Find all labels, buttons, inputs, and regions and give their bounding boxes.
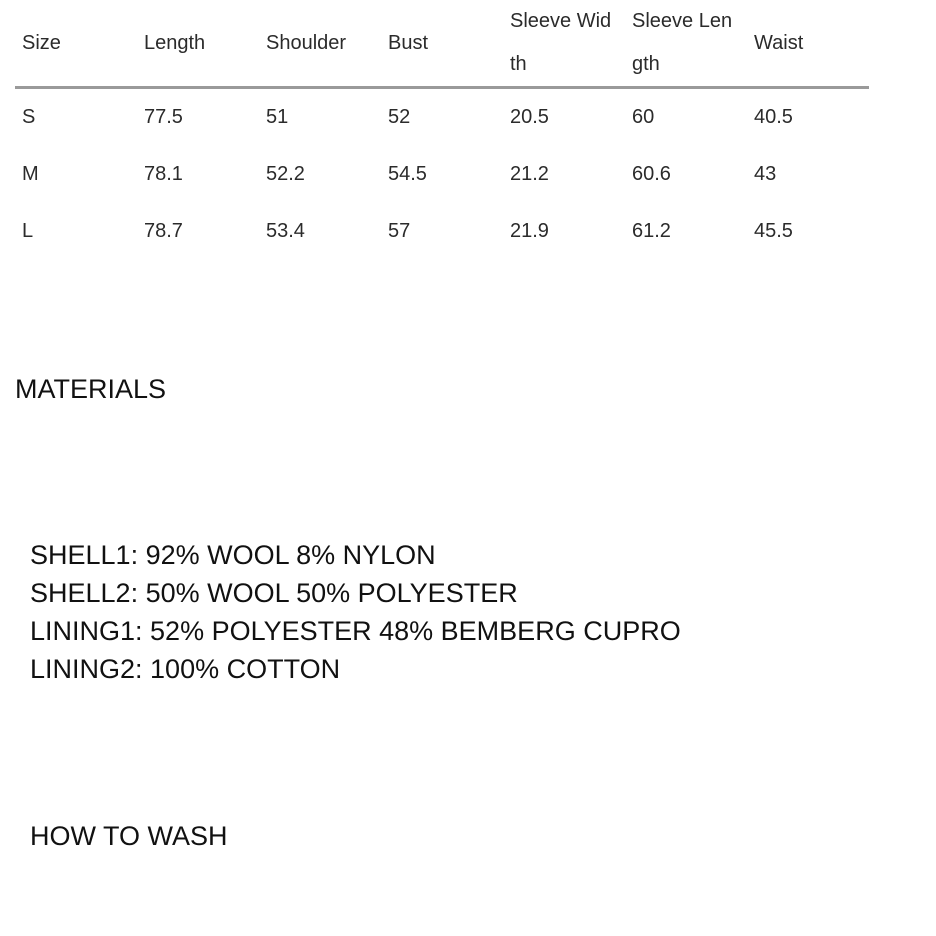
list-item: LINING2: 100% COTTON — [30, 654, 341, 684]
cell-shoulder: 51 — [266, 106, 289, 128]
cell-length: 78.7 — [144, 220, 183, 242]
list-item: LINING1: 52% POLYESTER 48% BEMBERG CUPRO — [30, 616, 681, 646]
header-size — [15, 0, 137, 88]
cell-sleeve-width: 20.5 — [510, 106, 549, 128]
materials-heading: MATERIALS — [15, 374, 167, 404]
table-row — [15, 146, 869, 203]
cell-sleeve-width: 21.2 — [510, 163, 549, 185]
header-length — [137, 0, 259, 88]
header-shoulder-label: Shoulder — [266, 31, 347, 54]
cell-bust: 54.5 — [388, 163, 427, 185]
cell-waist: 45.5 — [754, 220, 793, 242]
header-length-label: Length — [144, 31, 206, 54]
list-item: SHELL1: 92% WOOL 8% NYLON — [30, 540, 436, 570]
table-row — [15, 203, 869, 260]
cell-sleeve-length: 60 — [632, 106, 655, 128]
table-row — [15, 88, 869, 147]
header-waist — [747, 0, 869, 88]
header-shoulder — [259, 0, 381, 88]
size-table-header — [15, 0, 869, 88]
materials-list — [30, 536, 681, 688]
cell-size: M — [22, 163, 39, 185]
cell-sleeve-width: 21.9 — [510, 220, 549, 242]
cell-waist: 40.5 — [754, 106, 793, 128]
header-size-label: Size — [22, 31, 61, 54]
header-sleeve-length-label: Sleeve Length — [632, 10, 733, 75]
cell-shoulder: 53.4 — [266, 220, 305, 242]
cell-shoulder: 52.2 — [266, 163, 305, 185]
cell-size: S — [22, 106, 36, 128]
how-to-wash-heading: HOW TO WASH — [30, 821, 228, 851]
size-table-body — [15, 88, 869, 261]
header-waist-label: Waist — [754, 31, 804, 54]
cell-length: 77.5 — [144, 106, 183, 128]
header-sleeve-width-label: Sleeve Width — [510, 10, 612, 75]
header-bust-label: Bust — [388, 31, 429, 54]
cell-sleeve-length: 60.6 — [632, 163, 671, 185]
cell-bust: 57 — [388, 220, 411, 242]
cell-bust: 52 — [388, 106, 411, 128]
size-table-header-row — [15, 0, 869, 88]
cell-waist: 43 — [754, 163, 777, 185]
header-bust — [381, 0, 503, 88]
header-sleeve-length — [625, 0, 747, 88]
cell-length: 78.1 — [144, 163, 183, 185]
size-table — [15, 0, 869, 260]
cell-size: L — [22, 220, 34, 242]
list-item: SHELL2: 50% WOOL 50% POLYESTER — [30, 578, 518, 608]
cell-sleeve-length: 61.2 — [632, 220, 671, 242]
header-sleeve-width — [503, 0, 625, 88]
